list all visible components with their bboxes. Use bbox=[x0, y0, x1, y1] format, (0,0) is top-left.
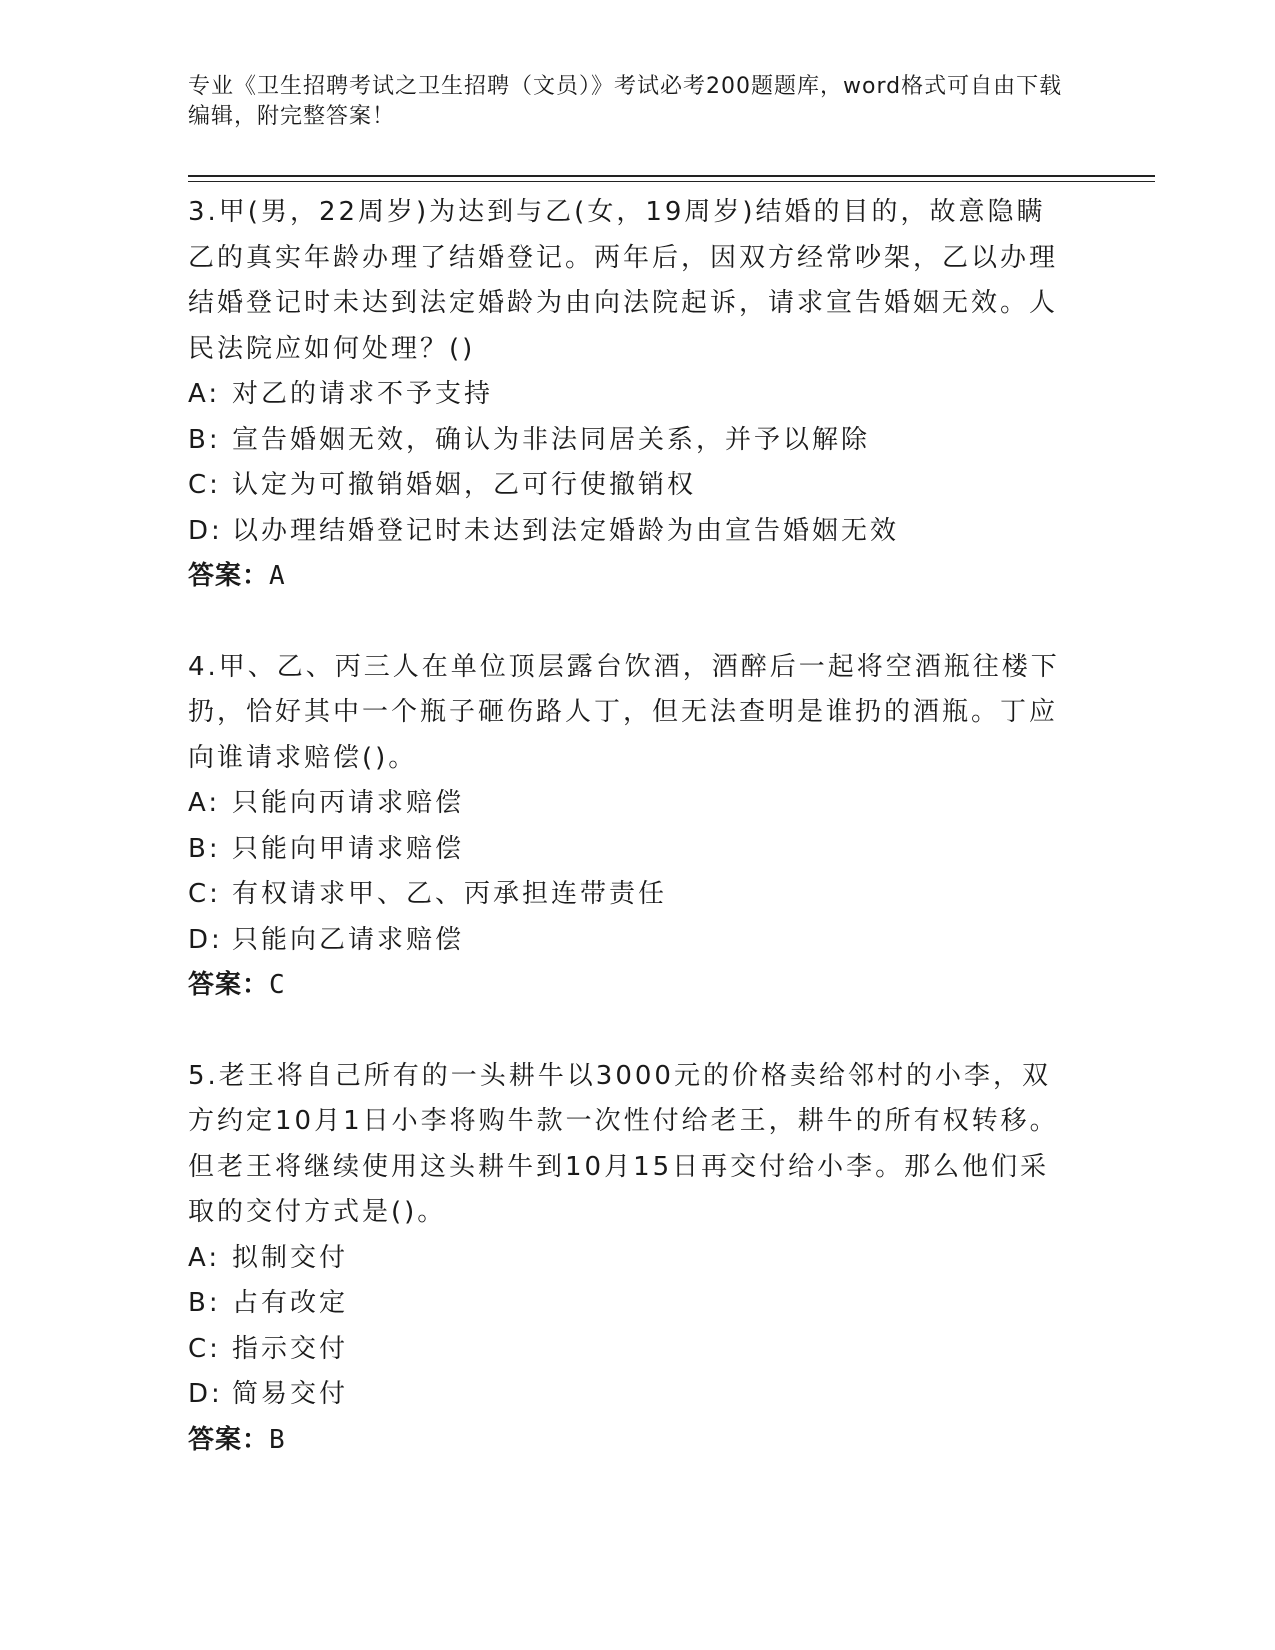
option-letter: D: bbox=[188, 515, 223, 546]
option-text: 指示交付 bbox=[232, 1333, 349, 1364]
option-text: 认定为可撤销婚姻，乙可行使撤销权 bbox=[232, 470, 697, 500]
option-a bbox=[188, 1236, 1068, 1282]
option-letter: B: bbox=[188, 833, 221, 864]
question-spacer bbox=[188, 600, 1068, 645]
answer-line bbox=[188, 554, 1068, 600]
document-header: 专业《卫生招聘考试之卫生招聘（文员）》考试必考200题题库，word格式可自由下载编辑，附完整答案！ bbox=[188, 74, 1063, 129]
option-letter: C: bbox=[188, 1333, 221, 1364]
answer-line bbox=[188, 1418, 1068, 1464]
option-d bbox=[188, 918, 1068, 964]
option-letter: A: bbox=[188, 1242, 221, 1273]
question-stem: 4.甲、乙、丙三人在单位顶层露台饮酒，酒醉后一起将空酒瓶往楼下扔，恰好其中一个瓶子砸伤路人丁，但无法查明是谁扔的酒瓶。丁应向谁请求赔偿()。 bbox=[188, 651, 1060, 773]
option-letter: D: bbox=[188, 924, 223, 955]
option-letter: A: bbox=[188, 379, 221, 409]
answer-value: A bbox=[269, 561, 286, 591]
answer-value: B bbox=[269, 1424, 286, 1455]
option-letter: C: bbox=[188, 879, 221, 909]
question-stem: 5.老王将自己所有的一头耕牛以3000元的价格卖给邻村的小李，双方约定10月1日小李将购牛款一次性付给老王，耕牛的所有权转移。但老王将继续使用这头耕牛到10月15日再交付给小李。那么他们采取的交付方式是()。 bbox=[188, 1060, 1059, 1227]
option-c bbox=[188, 1327, 1068, 1373]
option-text: 只能向乙请求赔偿 bbox=[232, 924, 465, 955]
option-text: 只能向丙请求赔偿 bbox=[232, 788, 465, 818]
option-text: 宣告婚姻无效，确认为非法同居关系，并予以解除 bbox=[232, 424, 871, 455]
option-a bbox=[188, 372, 1068, 418]
option-a bbox=[188, 781, 1068, 827]
option-d bbox=[188, 1372, 1068, 1418]
question-3 bbox=[188, 190, 1068, 600]
option-list bbox=[188, 372, 1068, 554]
option-b bbox=[188, 827, 1068, 873]
header-rule-thin bbox=[188, 181, 1155, 182]
answer-label: 答案： bbox=[188, 561, 270, 591]
option-letter: A: bbox=[188, 788, 221, 818]
question-list bbox=[188, 190, 1068, 1463]
question-5 bbox=[188, 1054, 1068, 1464]
answer-line bbox=[188, 963, 1068, 1009]
option-letter: B: bbox=[188, 424, 221, 455]
option-text: 对乙的请求不予支持 bbox=[232, 379, 494, 409]
option-c bbox=[188, 872, 1068, 918]
option-text: 拟制交付 bbox=[232, 1242, 349, 1273]
option-letter: D: bbox=[188, 1379, 223, 1409]
option-letter: C: bbox=[188, 470, 221, 500]
answer-value: C bbox=[269, 970, 286, 1000]
answer-label: 答案： bbox=[188, 1424, 270, 1455]
option-text: 以办理结婚登记时未达到法定婚龄为由宣告婚姻无效 bbox=[232, 515, 900, 546]
option-c bbox=[188, 463, 1068, 509]
option-b bbox=[188, 1281, 1068, 1327]
question-spacer bbox=[188, 1009, 1068, 1054]
option-list bbox=[188, 1236, 1068, 1418]
header-rule-thick bbox=[188, 175, 1155, 177]
option-b bbox=[188, 418, 1068, 464]
option-text: 有权请求甲、乙、丙承担连带责任 bbox=[232, 879, 668, 909]
question-stem: 3.甲(男，22周岁)为达到与乙(女，19周岁)结婚的目的，故意隐瞒乙的真实年龄办理了结婚登记。两年后，因双方经常吵架，乙以办理结婚登记时未达到法定婚龄为由向法院起诉，请求宣告婚姻无效。人民法院应如何处理？() bbox=[188, 197, 1059, 364]
answer-label: 答案： bbox=[188, 970, 270, 1000]
question-4 bbox=[188, 645, 1068, 1009]
option-text: 简易交付 bbox=[232, 1379, 349, 1409]
option-letter: B: bbox=[188, 1288, 221, 1318]
option-text: 占有改定 bbox=[232, 1288, 349, 1318]
option-d bbox=[188, 509, 1068, 555]
option-list bbox=[188, 781, 1068, 963]
option-text: 只能向甲请求赔偿 bbox=[232, 833, 465, 864]
